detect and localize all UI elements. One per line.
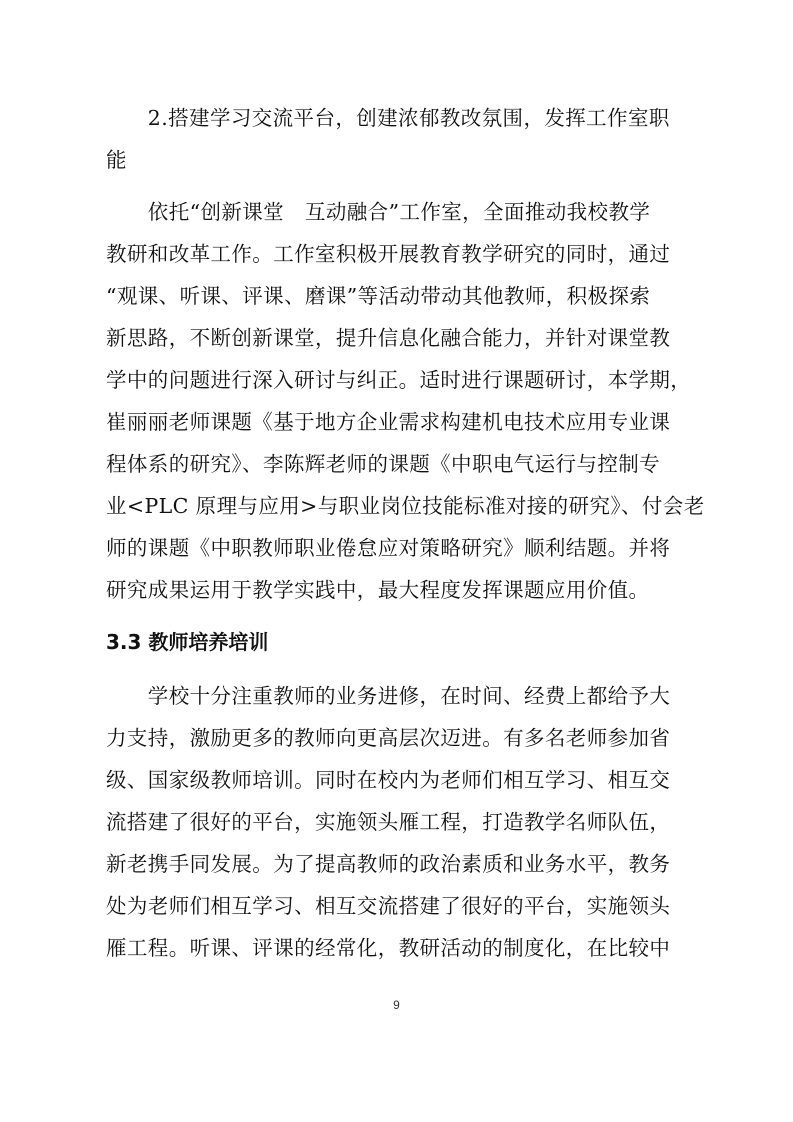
subsection-heading-2 bbox=[106, 97, 688, 181]
text-line: 依托“创新课堂 互动融合”工作室，全面推动我校教学 bbox=[106, 200, 651, 224]
text-line: 2.搭建学习交流平台，创建浓郁教改氛围，发挥工作室职 bbox=[106, 106, 670, 130]
text-line: 级、国家级教师培训。同时在校内为老师们相互学习、相互交 bbox=[106, 768, 671, 792]
text-line: 雁工程。听课、评课的经常化，教研活动的制度化，在比较中 bbox=[106, 936, 671, 960]
text-line: 学校十分注重教师的业务进修，在时间、经费上都给予大 bbox=[106, 684, 671, 708]
text-line: “观课、听课、评课、磨课”等活动带动其他教师，积极探索 bbox=[106, 284, 651, 308]
text-line: 崔丽丽老师课题《基于地方企业需求构建机电技术应用专业课 bbox=[106, 410, 671, 434]
text-line: 能 bbox=[106, 148, 127, 172]
text-line: 研究成果运用于教学实践中，最大程度发挥课题应用价值。 bbox=[106, 578, 650, 602]
text-line: 流搭建了很好的平台，实施领头雁工程，打造教学名师队伍， bbox=[106, 810, 671, 834]
text-line: 新老携手同发展。为了提高教师的政治素质和业务水平，教务 bbox=[106, 852, 671, 876]
text-line: 学中的问题进行深入研讨与纠正。适时进行课题研讨，本学期， bbox=[106, 368, 692, 392]
page-content bbox=[106, 97, 705, 979]
text-line: 师的课题《中职教师职业倦怠应对策略研究》顺利结题。并将 bbox=[106, 536, 671, 560]
text-line: 新思路，不断创新课堂，提升信息化融合能力，并针对课堂教 bbox=[106, 326, 671, 350]
text-line: 业<PLC 原理与应用>与职业岗位技能标准对接的研究》、付会老 bbox=[106, 494, 705, 518]
text-line: 教研和改革工作。工作室积极开展教育教学研究的同时，通过 bbox=[106, 242, 671, 266]
text-line: 处为老师们相互学习、相互交流搭建了很好的平台，实施领头 bbox=[106, 894, 671, 918]
page-number: 9 bbox=[393, 998, 400, 1012]
text-line: 力支持，激励更多的教师向更高层次迈进。有多名老师参加省 bbox=[106, 726, 671, 750]
paragraph-studio bbox=[106, 191, 705, 611]
section-heading-3-3: 3.3 教师培养培训 bbox=[106, 630, 269, 654]
paragraph-teacher-training bbox=[106, 675, 688, 969]
text-line: 程体系的研究》、李陈辉老师的课题《中职电气运行与控制专 bbox=[106, 452, 661, 476]
